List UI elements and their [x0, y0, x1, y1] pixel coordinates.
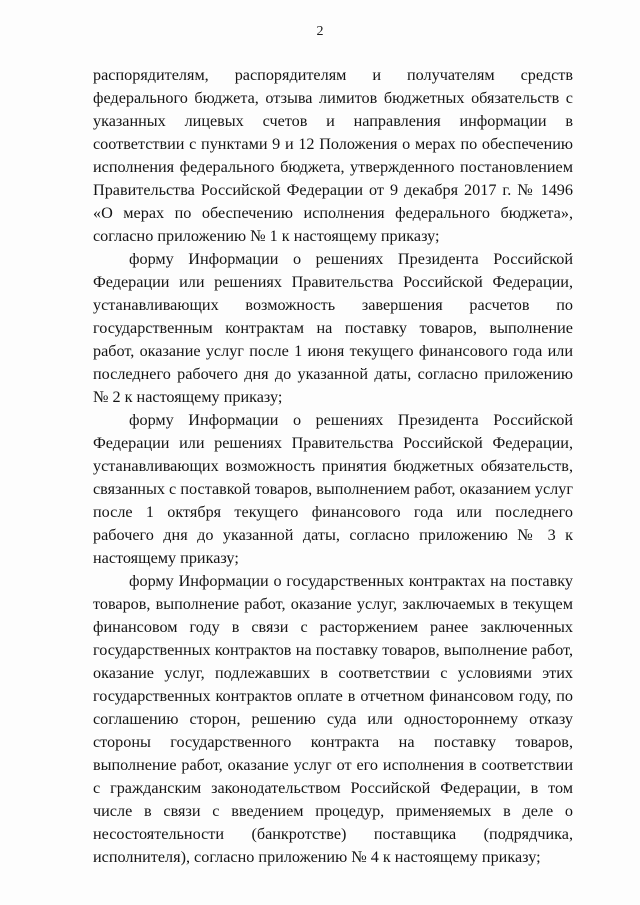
paragraph-3: форму Информации о решениях Президента Российской Федерации или решениях Правительства Российской Федерации, устанавливающих возможность принятия бюджетных обязательств, связанных с поставкой товаров, выполнением работ, оказанием услуг после 1 октября текущего финансового года или последнего рабочего дня до указанной даты, согласно приложению № 3 к настоящему приказу;	[93, 411, 573, 567]
paragraph-4: форму Информации о государственных контрактах на поставку товаров, выполнение работ, оказание услуг, заключаемых в текущем финансовом году в связи с расторжением ранее заключенных государственных контрактов на поставку товаров, выполнение работ, оказание услуг, подлежавших в соответствии с условиями этих государственных контрактов оплате в отчетном финансовом году, по соглашению сторон, решению суда или одностороннему отказу стороны государственного контракта на поставку товаров, выполнение работ, оказание услуг от его исполнения в соответствии с гражданским законодательством Российской Федерации, в том числе в связи с введением процедур, применяемых в деле о несостоятельности (банкротстве) поставщика (подрядчика, исполнителя), согласно приложению № 4 к настоящему приказу;	[93, 572, 573, 866]
paragraph-2: форму Информации о решениях Президента Российской Федерации или решениях Правительства Российской Федерации, устанавливающих возможность завершения расчетов по государственным контрактам на поставку товаров, выполнение работ, оказание услуг после 1 июня текущего финансового года или последнего рабочего дня до указанной даты, согласно приложению № 2 к настоящему приказу;	[93, 250, 573, 406]
document-body	[93, 64, 573, 869]
page-number: 2	[316, 24, 324, 39]
paragraph-1: распорядителям, распорядителям и получателям средств федерального бюджета, отзыва лимитов бюджетных обязательств с указанных лицевых счетов и направления информации в соответствии с пунктами 9 и 12 Положения о мерах по обеспечению исполнения федерального бюджета, утвержденного постановлением Правительства Российской Федерации от 9 декабря 2017 г. № 1496 «О мерах по обеспечению исполнения федерального бюджета», согласно приложению № 1 к настоящему приказу;	[93, 66, 573, 245]
